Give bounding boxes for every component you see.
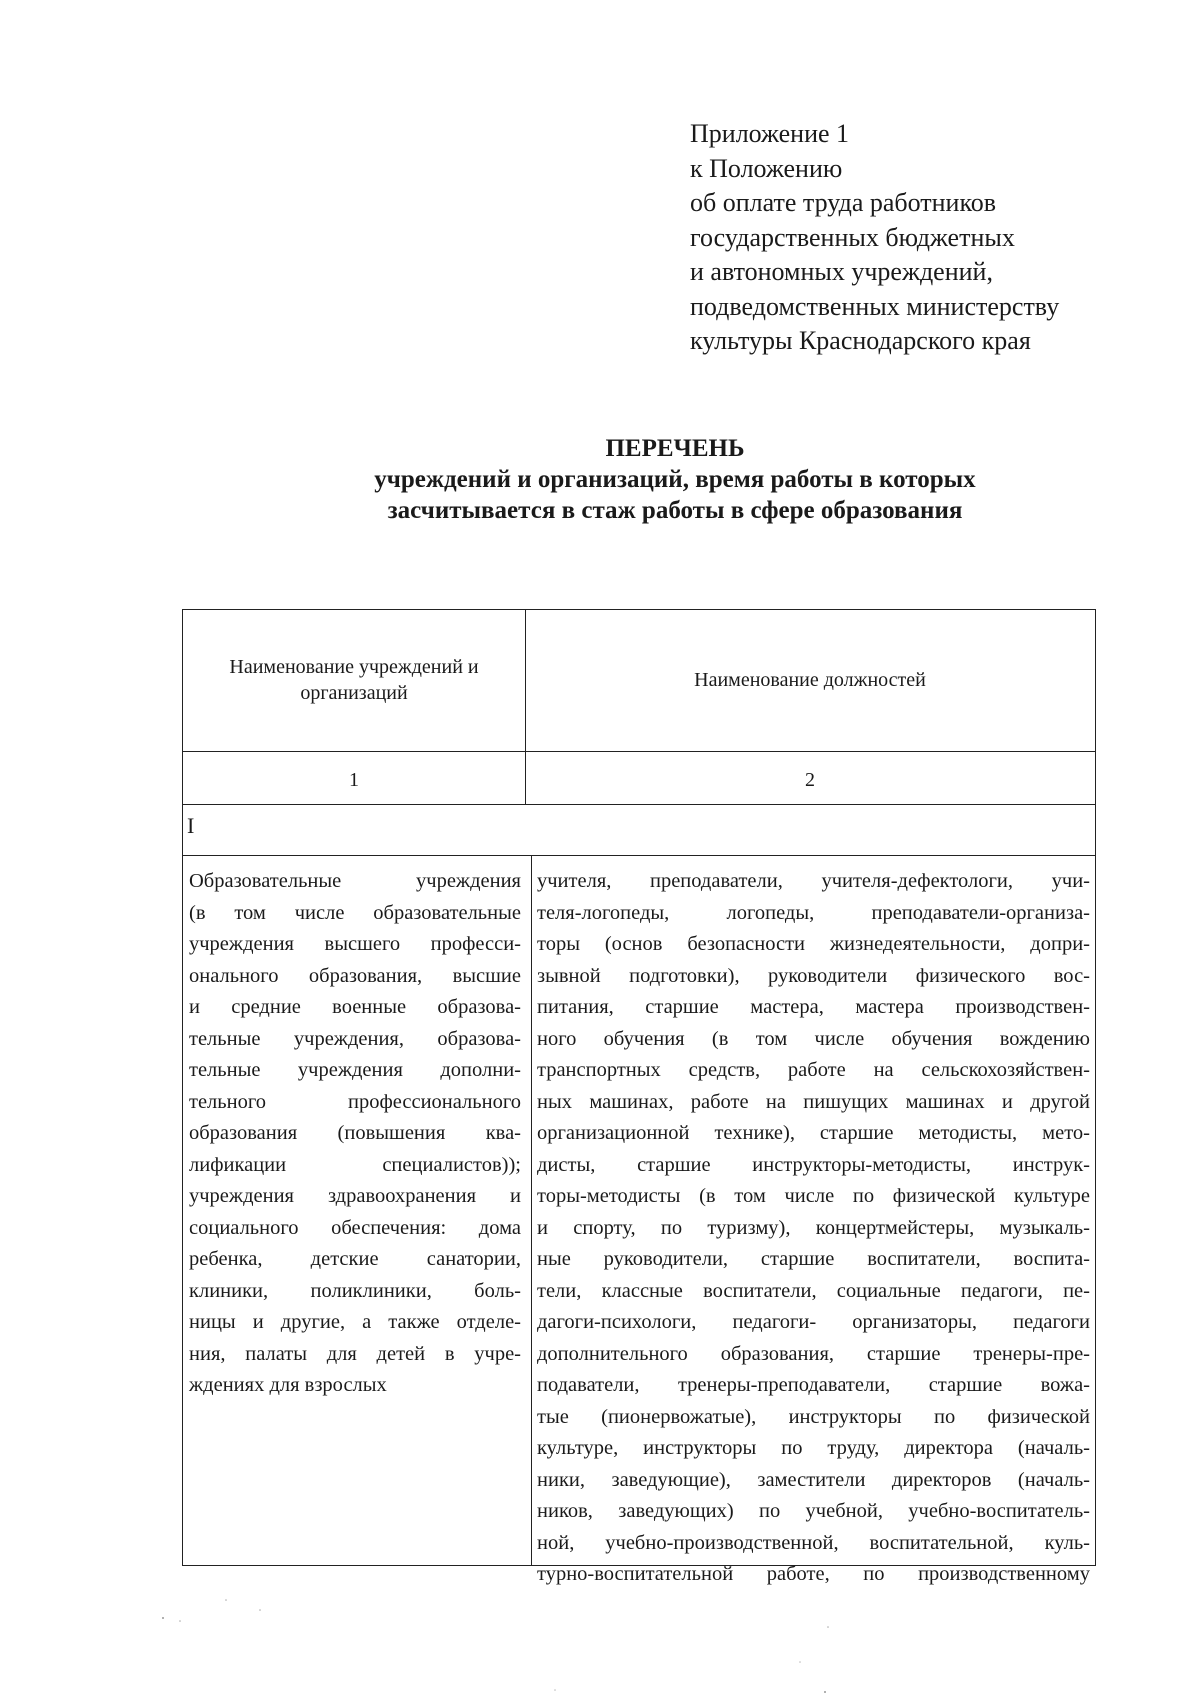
positions-line: питания, старшие мастера, мастера производствен-: [537, 996, 1090, 1018]
section-number: I: [187, 813, 195, 838]
positions-line: подаватели, тренеры-преподаватели, старшие вожа-: [537, 1374, 1090, 1396]
institutions-line: учреждения здравоохранения и: [189, 1185, 521, 1207]
institutions-line: тельные учреждения дополни-: [189, 1059, 521, 1081]
appendix-line: культуры Краснодарского края: [690, 326, 1031, 355]
institutions-line: лификации специалистов));: [189, 1153, 521, 1176]
col-number-2: 2: [805, 769, 815, 791]
title-subtitle-line-2: засчитывается в стаж работы в сфере образования: [387, 497, 963, 524]
institutions-line: ния, палаты для детей в учре-: [189, 1342, 521, 1365]
appendix-line: к Положению: [690, 153, 843, 183]
institutions-line: образования (повышения ква-: [189, 1122, 521, 1144]
positions-line: ники, заведующие), заместители директоров (началь-: [537, 1468, 1090, 1491]
header-col2: Наименование должностей: [694, 669, 926, 691]
appendix-line: Приложение 1: [690, 119, 850, 148]
title-subtitle-line-1: учреждений и организаций, время работы в которых: [374, 466, 976, 493]
col-number-1: 1: [349, 769, 359, 791]
positions-line: торы (основ безопасности жизнедеятельности, допри-: [537, 933, 1090, 955]
institutions-line: (в том числе образовательные: [189, 901, 521, 924]
positions-line: и спорту, по туризму), концертмейстеры, музыкаль-: [537, 1216, 1090, 1239]
positions-line: турно-воспитательной работе, по производственному: [537, 1563, 1090, 1585]
positions-line: учителя, преподаватели, учителя-дефектологи, учи-: [537, 870, 1090, 892]
positions-line: тели, классные воспитатели, социальные педагоги, пе-: [537, 1279, 1090, 1302]
positions-line: ные руководители, старшие воспитатели, воспита-: [537, 1248, 1090, 1270]
positions-line: торы-методисты (в том числе по физической культуре: [537, 1185, 1090, 1207]
positions-line: организационной технике), старшие методисты, мето-: [537, 1122, 1090, 1144]
header-col1: Наименование учреждений и организаций: [229, 656, 479, 704]
appendix-line: подведомственных министерству: [690, 291, 1060, 321]
positions-line: транспортных средств, работе на сельскохозяйствен-: [537, 1059, 1090, 1081]
positions-line: ного обучения (в том числе обучения вождению: [537, 1027, 1090, 1050]
positions-line: дополнительного образования, старшие тренеры-пре-: [537, 1342, 1090, 1365]
institutions-line: ребенка, детские санатории,: [189, 1248, 521, 1270]
institutions-line: онального образования, высшие: [189, 964, 521, 987]
institutions-line: ницы и другие, а также отделе-: [189, 1311, 521, 1333]
positions-line: дагоги-психологи, педагоги- организаторы, педагоги: [537, 1311, 1090, 1333]
appendix-line: об оплате труда работников: [690, 188, 997, 217]
positions-line: ников, заведующих) по учебной, учебно-воспитатель-: [537, 1500, 1090, 1522]
positions-line: ных машинах, работе на пишущих машинах и другой: [537, 1090, 1090, 1113]
appendix-line: государственных бюджетных: [690, 222, 1015, 252]
institutions-line: тельные учреждения, образова-: [189, 1027, 521, 1050]
appendix-line: и автономных учреждений,: [690, 257, 993, 286]
positions-line: культуре, инструкторы по труду, директора (началь-: [537, 1437, 1090, 1459]
institutions-line: ждениях для взрослых: [189, 1374, 387, 1396]
institutions-line: учреждения высшего професси-: [189, 933, 521, 955]
institutions-line: и средние военные образова-: [189, 996, 521, 1018]
institutions-line: клиники, поликлиники, боль-: [189, 1279, 521, 1302]
institutions-line: Образовательные учреждения: [189, 870, 521, 892]
positions-line: теля-логопеды, логопеды, преподаватели-организа-: [537, 901, 1090, 924]
institutions-line: тельного профессионального: [189, 1090, 521, 1113]
positions-line: зывной подготовки), руководители физического вос-: [537, 964, 1090, 987]
positions-line: дисты, старшие инструкторы-методисты, инструк-: [537, 1153, 1090, 1176]
positions-line: тые (пионервожатые), инструкторы по физической: [537, 1405, 1090, 1428]
institutions-line: социального обеспечения: дома: [189, 1216, 521, 1239]
positions-line: ной, учебно-производственной, воспитательной, куль-: [537, 1531, 1090, 1554]
title-heading: ПЕРЕЧЕНЬ: [605, 435, 745, 462]
